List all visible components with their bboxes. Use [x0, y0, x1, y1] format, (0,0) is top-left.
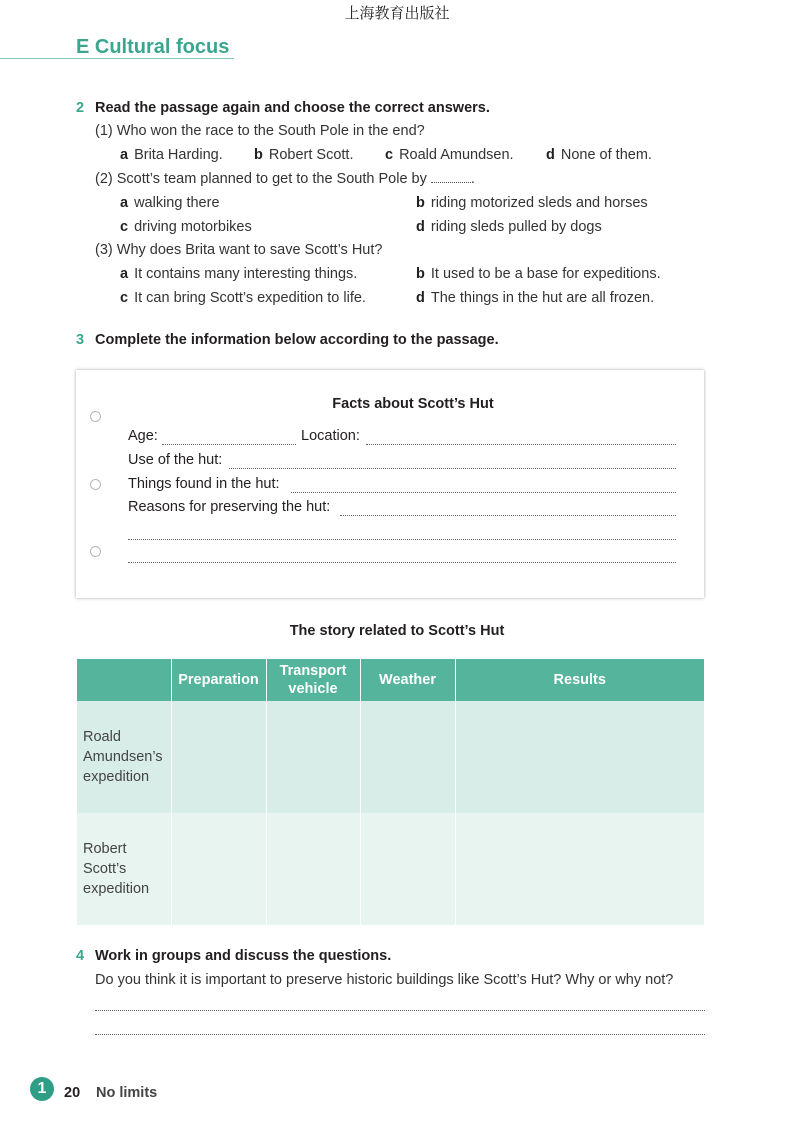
option-text: driving motorbikes [134, 219, 252, 235]
reasons-label: Reasons for preserving the hut: [128, 499, 331, 515]
things-answer-line[interactable] [291, 492, 676, 493]
table-header-results: Results [455, 659, 704, 701]
option-letter: c [120, 290, 129, 306]
answer-cell[interactable] [171, 813, 266, 925]
q2-item-1-option-c[interactable] [385, 147, 514, 163]
q2-item-1-num: (1) [95, 123, 113, 139]
table-header-transport: Transport vehicle [266, 659, 360, 701]
q2-item-2-question-end: . [470, 171, 475, 187]
q2-item-3-question: Why does Brita want to save Scott’s Hut? [116, 242, 383, 258]
binder-ring-icon [90, 411, 101, 422]
q4-answer-line-1[interactable] [95, 1010, 705, 1011]
option-letter: d [546, 147, 555, 163]
table-header-blank [77, 659, 171, 701]
page-number: 20 [64, 1085, 81, 1101]
q2-item-2-question: Scott’s team planned to get to the South Pole by [116, 171, 427, 187]
q4-instruction: Work in groups and discuss the questions. [95, 948, 392, 964]
q2-item-2 [95, 171, 475, 187]
age-label: Age: [128, 428, 158, 444]
publisher-name: 上海教育出版社 [344, 4, 450, 22]
q2-item-1-question: Who won the race to the South Pole in the end? [116, 123, 425, 139]
row-label-scott: Robert Scott’s expedition [77, 813, 171, 925]
option-text: The things in the hut are all frozen. [430, 290, 655, 306]
option-text: It can bring Scott’s expedition to life. [134, 290, 366, 306]
option-text: Robert Scott. [268, 147, 354, 163]
q2-item-3-option-b[interactable] [416, 266, 661, 282]
option-text: It used to be a base for expeditions. [430, 266, 661, 282]
q3-instruction: Complete the information below according to the passage. [95, 332, 499, 348]
q2-item-1 [95, 123, 425, 139]
q2-item-2-option-c[interactable] [120, 219, 252, 235]
table-header-weather: Weather [360, 659, 455, 701]
book-title: No limits [96, 1085, 158, 1101]
use-label: Use of the hut: [128, 452, 223, 468]
location-label: Location: [301, 428, 360, 444]
q2-item-2-option-a[interactable] [120, 195, 220, 211]
option-text: Roald Amundsen. [399, 147, 514, 163]
story-table-title: The story related to Scott’s Hut [289, 623, 505, 639]
answer-cell[interactable] [360, 813, 455, 925]
option-text: Brita Harding. [134, 147, 223, 163]
answer-cell[interactable] [360, 701, 455, 813]
option-letter: b [416, 266, 425, 282]
reasons-answer-line-3[interactable] [128, 562, 676, 563]
section-title: E Cultural focus [76, 36, 230, 58]
q4-heading [76, 948, 391, 964]
things-label: Things found in the hut: [128, 476, 280, 492]
location-answer-line[interactable] [366, 444, 676, 445]
option-letter: a [120, 195, 129, 211]
q2-item-3-option-a[interactable] [120, 266, 357, 282]
option-letter: a [120, 147, 129, 163]
unit-badge: 1 [30, 1077, 54, 1101]
answer-cell[interactable] [266, 813, 360, 925]
q2-item-2-option-b[interactable] [416, 195, 648, 211]
q3-heading [76, 332, 499, 348]
option-letter: d [416, 219, 425, 235]
answer-cell[interactable] [455, 701, 704, 813]
option-text: It contains many interesting things. [134, 266, 358, 282]
facts-card-title: Facts about Scott’s Hut [332, 396, 494, 412]
option-letter: d [416, 290, 425, 306]
q2-item-1-option-b[interactable] [254, 147, 353, 163]
table-header-preparation: Preparation [171, 659, 266, 701]
answer-cell[interactable] [266, 701, 360, 813]
binder-ring-icon [90, 479, 101, 490]
row-label-amundsen: Roald Amundsen’s expedition [77, 701, 171, 813]
table-header-row [77, 659, 704, 701]
option-text: None of them. [560, 147, 652, 163]
table-row [77, 813, 704, 925]
q2-item-3 [95, 242, 382, 258]
answer-cell[interactable] [171, 701, 266, 813]
section-rule [0, 58, 234, 59]
q2-number: 2 [76, 100, 85, 116]
answer-cell[interactable] [455, 813, 704, 925]
table-row [77, 701, 704, 813]
q2-item-3-num: (3) [95, 242, 113, 258]
q4-number: 4 [76, 948, 85, 964]
q3-number: 3 [76, 332, 85, 348]
q2-item-1-option-a[interactable] [120, 147, 223, 163]
option-letter: b [416, 195, 425, 211]
q2-item-2-num: (2) [95, 171, 113, 187]
q2-item-1-option-d[interactable] [546, 147, 652, 163]
option-text: riding sleds pulled by dogs [430, 219, 602, 235]
q2-item-3-option-c[interactable] [120, 290, 366, 306]
q4-question: Do you think it is important to preserve historic buildings like Scott’s Hut? Why or why not? [95, 972, 674, 988]
q2-item-2-option-d[interactable] [416, 219, 602, 235]
age-answer-line[interactable] [162, 444, 296, 445]
facts-card [76, 370, 704, 598]
reasons-answer-line[interactable] [340, 515, 676, 516]
option-letter: c [120, 219, 129, 235]
use-answer-line[interactable] [229, 468, 676, 469]
answer-blank[interactable] [431, 171, 471, 183]
q4-answer-line-2[interactable] [95, 1034, 705, 1035]
reasons-answer-line-2[interactable] [128, 539, 676, 540]
option-letter: a [120, 266, 129, 282]
q2-item-3-option-d[interactable] [416, 290, 654, 306]
option-text: riding motorized sleds and horses [430, 195, 648, 211]
option-text: walking there [134, 195, 220, 211]
q2-heading [76, 100, 490, 116]
binder-ring-icon [90, 546, 101, 557]
story-table [77, 659, 704, 925]
q2-instruction: Read the passage again and choose the correct answers. [95, 100, 490, 116]
option-letter: b [254, 147, 263, 163]
option-letter: c [385, 147, 394, 163]
